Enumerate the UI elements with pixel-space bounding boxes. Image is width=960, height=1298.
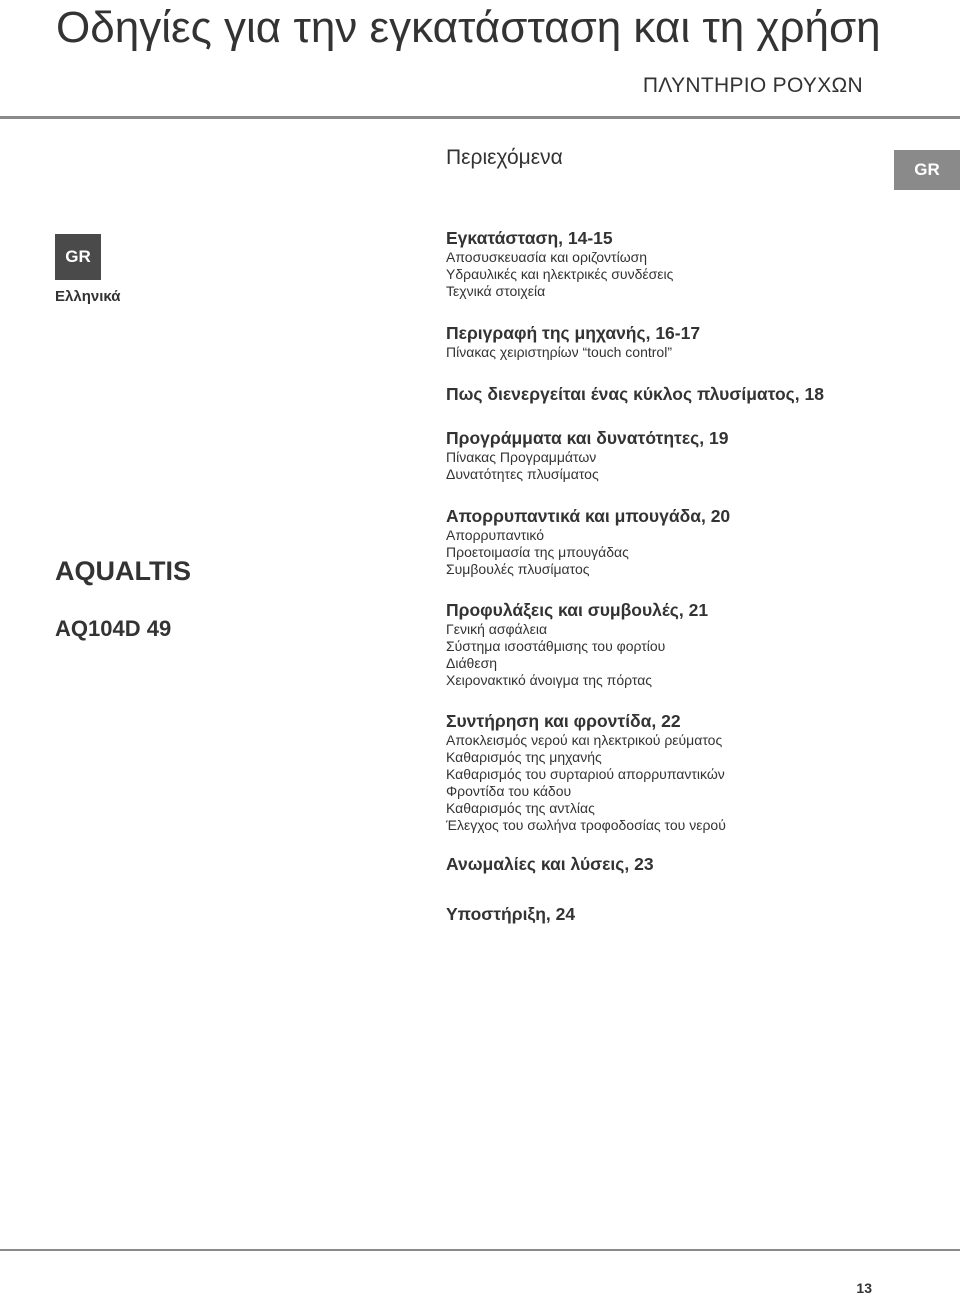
toc-section — [446, 854, 916, 875]
toc-section-title: Περιγραφή της μηχανής, 16-17 — [446, 323, 701, 343]
toc-item: Απορρυπαντικό — [446, 527, 544, 543]
toc-section — [446, 228, 916, 300]
toc-section-title: Προφυλάξεις και συμβουλές, 21 — [446, 600, 709, 620]
toc-item: Καθαρισμός του συρταριού απορρυπαντικών — [446, 766, 725, 782]
toc-item: Καθαρισμός της μηχανής — [446, 749, 602, 765]
language-code-badge: GR — [55, 234, 101, 280]
toc-section-title: Πως διενεργείται ένας κύκλος πλυσίματος, 18 — [446, 384, 824, 404]
model-number: AQ104D 49 — [55, 616, 172, 641]
toc-item: Υδραυλικές και ηλεκτρικές συνδέσεις — [446, 266, 674, 282]
toc-section-title: Εγκατάσταση, 14-15 — [446, 228, 613, 248]
product-type-subtitle: ΠΛΥΝΤΗΡΙΟ ΡΟΥΧΩΝ — [642, 74, 863, 97]
toc-item: Προετοιμασία της μπουγάδας — [446, 544, 629, 560]
toc-section-title: Προγράμματα και δυνατότητες, 19 — [446, 428, 729, 448]
language-tab: GR — [894, 150, 960, 190]
toc-section — [446, 600, 916, 689]
toc-item: Γενική ασφάλεια — [446, 621, 548, 637]
toc-item: Τεχνικά στοιχεία — [446, 283, 546, 299]
toc-item: Έλεγχος του σωλήνα τροφοδοσίας του νερού — [446, 817, 726, 833]
toc-section — [446, 506, 916, 578]
toc-item: Πίνακας χειριστηρίων “touch control” — [446, 344, 672, 360]
toc-item: Αποσυσκευασία και οριζοντίωση — [446, 249, 648, 265]
contents-heading: Περιεχόμενα — [446, 146, 563, 169]
footer-divider — [0, 1249, 960, 1251]
toc-section-title: Απορρυπαντικά και μπουγάδα, 20 — [446, 506, 731, 526]
toc-item: Φροντίδα του κάδου — [446, 783, 572, 799]
toc-item: Χειρονακτικό άνοιγμα της πόρτας — [446, 672, 653, 688]
toc-section-title: Υποστήριξη, 24 — [446, 904, 576, 924]
toc-section — [446, 323, 916, 361]
page-number: 13 — [856, 1280, 872, 1296]
toc-item: Πίνακας Προγραμμάτων — [446, 449, 597, 465]
toc-section — [446, 711, 916, 834]
toc-item: Σύστημα ισοστάθμισης του φορτίου — [446, 638, 666, 654]
toc-item: Δυνατότητες πλυσίματος — [446, 466, 599, 482]
toc-section — [446, 904, 916, 925]
language-label: Ελληνικά — [55, 288, 121, 305]
document-title: Οδηγίες για την εγκατάσταση και τη χρήση — [56, 3, 881, 52]
toc-section — [446, 384, 916, 405]
toc-section — [446, 428, 916, 483]
toc-section-title: Συντήρηση και φροντίδα, 22 — [446, 711, 681, 731]
header-divider — [0, 116, 960, 119]
toc-item: Καθαρισμός της αντλίας — [446, 800, 595, 816]
brand-name: AQUALTIS — [55, 556, 191, 586]
toc-item: Διάθεση — [446, 655, 498, 671]
toc-section-title: Ανωμαλίες και λύσεις, 23 — [446, 854, 654, 874]
toc-item: Αποκλεισμός νερού και ηλεκτρικού ρεύματος — [446, 732, 723, 748]
toc-item: Συμβουλές πλυσίματος — [446, 561, 590, 577]
